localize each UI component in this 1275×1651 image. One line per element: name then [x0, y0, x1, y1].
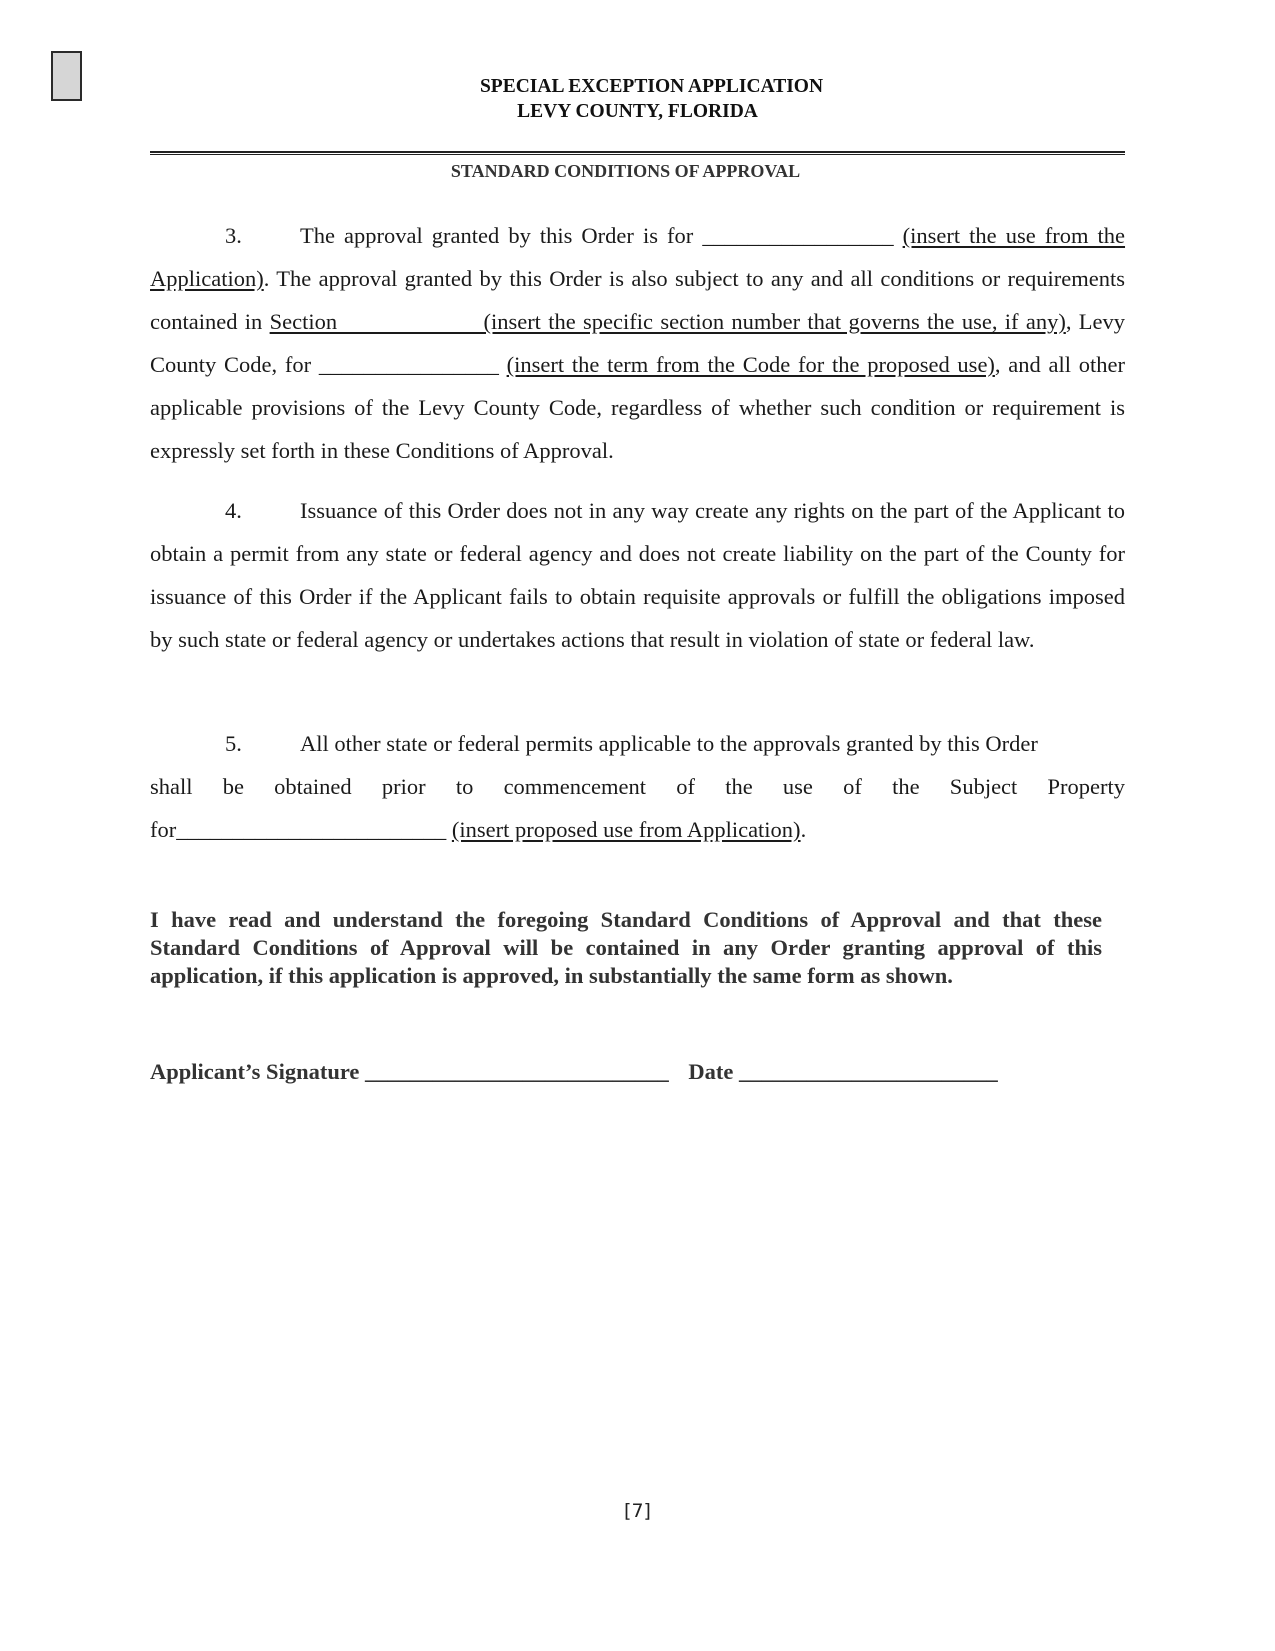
signature-line	[150, 1058, 998, 1086]
condition-5-line3: for________________________ (insert proposed use from Application).	[150, 817, 807, 842]
signature-field[interactable]: ___________________________	[365, 1059, 669, 1084]
header-county: LEVY COUNTY, FLORIDA	[517, 101, 758, 122]
fill-blank[interactable]: ________________________	[176, 817, 447, 842]
date-label: Date	[688, 1059, 734, 1084]
header-rule	[150, 151, 1125, 155]
page-number: [7]	[624, 1500, 651, 1522]
corner-marker	[51, 51, 82, 101]
condition-number: 4.	[225, 498, 242, 523]
condition-5-line1: 5. All other state or federal permits applicable to the approvals granted by this Order	[150, 722, 1125, 765]
fill-blank[interactable]: _________________	[702, 223, 894, 248]
date-field[interactable]: _______________________	[739, 1059, 998, 1084]
document-header	[150, 74, 1125, 124]
condition-4: 4. Issuance of this Order does not in any way create any rights on the part of the Applicant to obtain a permit from any state or federal agency and does not create liability on the part of the County for issuance of this Order if the Applicant fails to obtain requisite approvals or fulfill the obligations imposed by such state or federal agency or undertakes actions that result in violation of state or federal law.	[150, 489, 1125, 661]
section-title: STANDARD CONDITIONS OF APPROVAL	[450, 161, 801, 181]
signature-label: Applicant’s Signature	[150, 1059, 360, 1084]
header-title: SPECIAL EXCEPTION APPLICATION	[479, 76, 824, 97]
condition-5-line2: shall be obtained prior to commencement of the use of the Subject Property	[150, 774, 1125, 799]
condition-3: 3. The approval granted by this Order is for _________________ (insert the use from the Application). The approval granted by this Order is also subject to any and all conditions or requirements contained in Section (insert the specific section number that governs the use, if any), Levy County Code, for ________________ (insert the term from the Code for the proposed use), and all other applicable provisions of the Levy County Code, regardless of whether such condition or requirement is expressly set forth in these Conditions of Approval.	[150, 214, 1125, 472]
fill-blank[interactable]: ________________	[318, 352, 499, 377]
acknowledgement-statement: I have read and understand the foregoing Standard Conditions of Approval and that these Standard Conditions of Approval will be contained in any Order granting approval of this application, if this application is approved, in substantially the same form as shown.	[150, 907, 1102, 988]
condition-5	[150, 722, 1125, 851]
condition-number: 5.	[225, 731, 242, 756]
condition-number: 3.	[225, 223, 242, 248]
